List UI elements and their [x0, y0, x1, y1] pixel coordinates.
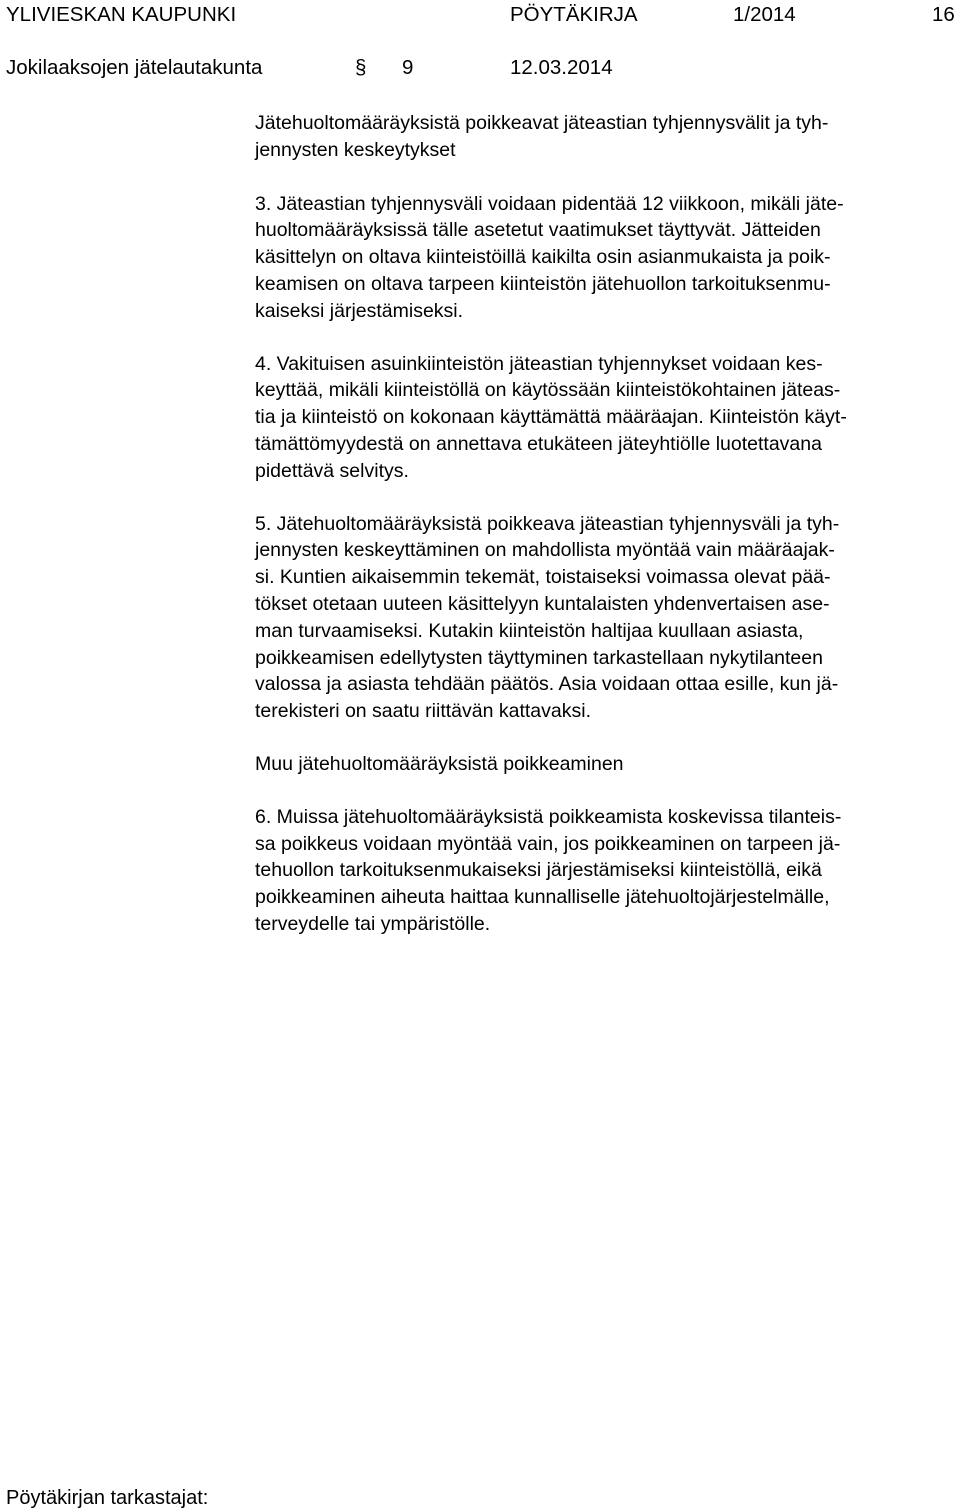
paragraph-4: 4. Vakituisen asuinkiinteistön jäteastian tyhjennykset voidaan kes- keyttää, mikäli kiinteistöllä on käytössään kiinteistökohtainen jäteas- tia ja kiinteistö on kokonaan käyttämättä määräajan. Kiinteistön käyt- tämättömyydestä on annettava etukäteen jäteyhtiölle luotettavana pidettävä selvitys.	[255, 352, 847, 482]
section-heading: Jätehuoltomääräyksistä poikkeavat jäteastian tyhjennysvälit ja tyh- jennysten keskeytykset	[255, 112, 829, 161]
page-number: 16	[932, 3, 955, 26]
committee-name: Jokilaaksojen jätelautakunta	[6, 56, 263, 79]
organization-name: YLIVIESKAN KAUPUNKI	[6, 3, 237, 26]
section-number: 9	[402, 56, 414, 79]
paragraph-5: 5. Jätehuoltomääräyksistä poikkeava jäteastian tyhjennysväli ja tyh- jennysten keskeyttäminen on mahdollista myöntää vain määräajak- si. Kuntien aikaisemmin tekemät, toistaiseksi voimassa olevat pää- tökset otetaan uuteen käsittelyyn kuntalaisten yhdenvertaisen ase- man turvaamiseksi. Kutakin kiinteistön haltijaa kuullaan asiasta, poikkeamisen edellytysten täyttyminen tarkastellaan nykytilanteen valossa ja asiasta tehdään päätös. Asia voidaan ottaa esille, kun jä- terekisteri on saatu riittävän kattavaksi.	[255, 512, 840, 723]
reviewers-label: Pöytäkirjan tarkastajat:	[6, 1487, 209, 1509]
document-number: 1/2014	[733, 3, 796, 26]
document-body	[255, 110, 955, 938]
document-type: PÖYTÄKIRJA	[510, 3, 638, 26]
subheading: Muu jätehuoltomääräyksistä poikkeaminen	[255, 752, 624, 775]
meeting-date: 12.03.2014	[510, 56, 613, 79]
paragraph-6: 6. Muissa jätehuoltomääräyksistä poikkeamista koskevissa tilanteis- sa poikkeus voidaan myöntää vain, jos poikkeaminen on tarpeen jä- tehuollon tarkoituksenmukaiseksi järjestämiseksi kiinteistöllä, eikä poikkeaminen aiheuta haittaa kunnalliselle jätehuoltojärjestelmälle, terveydelle tai ympäristölle.	[255, 805, 842, 935]
section-symbol: §	[355, 56, 367, 79]
paragraph-3: 3. Jäteastian tyhjennysväli voidaan pidentää 12 viikkoon, mikäli jäte- huoltomääräyksissä tälle asetetut vaatimukset täyttyvät. Jätteiden käsittelyn on oltava kiinteistöillä kaikilta osin asianmukaista ja poik- keamisen on oltava tarpeen kiinteistön jätehuollon tarkoituksenmu- kaiseksi järjestämiseksi.	[255, 192, 844, 322]
